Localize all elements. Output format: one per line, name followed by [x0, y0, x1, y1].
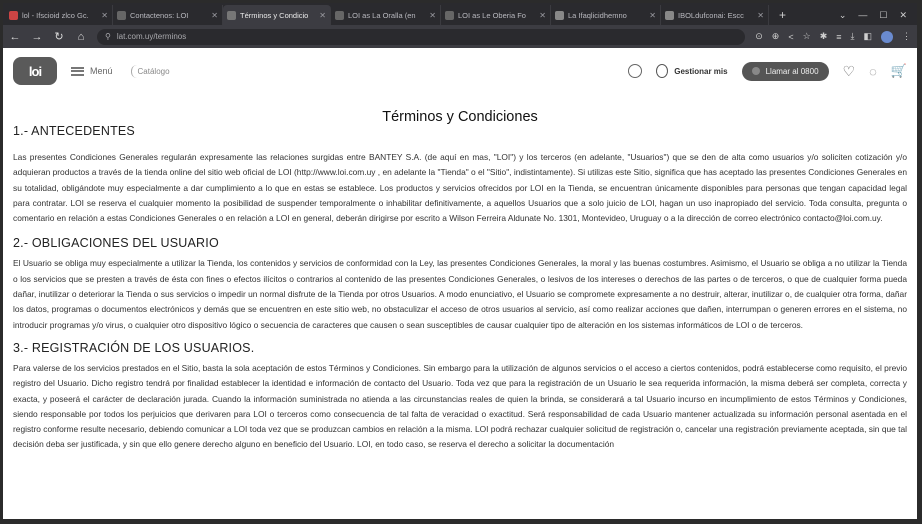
cart-icon[interactable]: 🛒 — [890, 63, 907, 78]
site-info-icon[interactable]: ⚲ — [105, 32, 111, 41]
home-icon[interactable]: ⌂ — [77, 30, 85, 43]
close-icon[interactable]: ✕ — [429, 10, 436, 20]
extensions-icon[interactable]: ✱ — [819, 31, 828, 41]
page-title: Términos y Condiciones — [382, 109, 538, 125]
tab-item[interactable] — [5, 5, 113, 25]
favicon-icon — [335, 11, 344, 20]
back-icon[interactable]: ← — [9, 30, 21, 43]
tab-title: LOI as La Oralla (en — [348, 10, 416, 20]
user-icon — [656, 64, 668, 78]
profile-avatar[interactable] — [881, 31, 893, 43]
section-paragraph: Para valerse de los servicios prestados en el Sitio, basta la sola aceptación de estos Términos y Condiciones. Sin embargo para la utilización de algunos servicios o el acceso a ciertos contenidos, podrá establecerse como requisito, el previo registro del Usuario. Dicho registro tendrá por finalidad establecer la identidad e información de contacto del Usuario. Toda vez que para la registración de un Usuario le sea requerida información, la misma deberá ser completa, correcta y exacta, y poseerá el carácter de declaración jurada. Cuando la información suministrada no atienda a las circunstancias reales de quien la brinda, se considerará a tal Usuario incurso en incumplimiento de estos Términos y Condiciones, siendo responsable por todos los perjuicios que derivaren para LOI o terceros como consecuencia de tal falta de veracidad o exactitud. Será responsabilidad de cada Usuario mantener actualizada su información personal asentada en el registro conforme resulte necesario, debiendo comunicar a LOI toda vez que se produzcan cambios en relación a la misma. LOI podrá rechazar cualquier solicitud de registración o, cancelar una registración previamente aceptada, sin que tal decisión deba ser justificada, y sin que ello genere derecho alguno en beneficio del Usuario. LOI, en todo caso, se reserva el derecho a solicitar la documentación — [13, 362, 907, 450]
tab-strip — [3, 3, 917, 25]
call-label: Llamar al 0800 — [765, 66, 819, 76]
favicon-icon — [117, 11, 126, 20]
address-text: lat.com.uy/terminos — [116, 32, 187, 41]
browser-window — [3, 3, 917, 519]
tab-title: Términos y Condicio — [240, 10, 309, 20]
tab-item-active[interactable] — [223, 5, 331, 25]
download-icon[interactable]: ⤓ — [850, 31, 855, 41]
terms-article — [13, 94, 907, 519]
favicon-icon — [665, 11, 674, 20]
section-paragraph: El Usuario se obliga muy especialmente a utilizar la Tienda, los contenidos y servicios de conformidad con la Ley, las presentes Condiciones Generales, la moral y las buenas costumbres. Asimismo, el Usuario se obliga a no utilizar la Tienda o los servicios que se presten a través de ésta con fines o efectos ilícitos o contrarios al contenido de las presentes Condiciones Generales, o lesivos de los intereses o derechos de las partes o de terceros, o que de cualquier forma pueda dañar, inutilizar o deteriorar la Tienda o sus servicios o impedir un normal disfrute de la Tienda por otros Usuarios. A modo enunciativo, el Usuario se compromete expresamente a no destruir, alterar, inutilizar o, de cualquier otra forma, dañar los datos, programas o documentos electrónicos y demás que se encuentren en este sitio web, no obstaculizar el acceso de otros usuarios al servicio, así como realizar acciones que dañen, interrumpan o generen errores en el sistema, no introducir programas y/o virus, o cualquier otro dispositivo lógico o secuencia de caracteres que causen o sean susceptibles de causar cualquier tipo de alteración en los sistemas informáticos de LOI o de terceros. — [13, 258, 907, 330]
close-icon[interactable]: ✕ — [101, 10, 108, 20]
bookmark-star-icon[interactable]: ☆ — [802, 31, 811, 41]
close-icon[interactable]: ✕ — [649, 10, 656, 20]
browser-toolbar — [3, 25, 917, 48]
section-title: 3.- REGISTRACIÓN DE LOS USUARIOS. — [13, 340, 255, 355]
section-title: 2.- OBLIGACIONES DEL USUARIO — [13, 236, 219, 251]
close-icon[interactable]: ✕ — [211, 10, 218, 20]
account-button[interactable] — [656, 64, 727, 78]
account-label: Gestionar mis — [674, 66, 728, 76]
menu-label: Menú — [90, 66, 113, 76]
tab-title: lol - Ifscioid zlco Gc. — [22, 10, 89, 20]
toolbar-icons — [755, 31, 911, 43]
section-title: 1.- ANTECEDENTES — [13, 124, 135, 138]
tab-item[interactable] — [331, 5, 441, 25]
share-icon[interactable]: < — [788, 31, 794, 42]
tab-title: La Ifaqlicidhemno — [568, 10, 627, 20]
call-button[interactable] — [742, 62, 829, 81]
tab-item[interactable] — [551, 5, 661, 25]
address-bar[interactable] — [97, 29, 745, 45]
forward-icon[interactable]: → — [31, 30, 43, 43]
categories-button[interactable]: Catálogo — [131, 65, 176, 78]
close-icon[interactable]: ✕ — [757, 10, 764, 20]
phone-icon — [752, 67, 760, 75]
search-icon[interactable] — [628, 64, 642, 78]
site-logo[interactable]: loi — [13, 57, 57, 85]
tab-item[interactable] — [661, 5, 769, 25]
google-lens-icon[interactable]: ⊙ — [755, 31, 763, 41]
favicon-icon — [445, 11, 454, 20]
tab-title: IBOLdufconai: Escc — [678, 10, 744, 20]
minimize-icon[interactable]: — — [858, 10, 868, 20]
new-tab-button[interactable]: + — [779, 8, 787, 22]
header-actions — [628, 62, 907, 81]
maximize-icon[interactable]: ☐ — [879, 9, 888, 20]
favicon-icon — [227, 11, 236, 20]
side-panel-icon[interactable]: ◧ — [863, 31, 872, 41]
favicon-icon — [9, 11, 18, 20]
hamburger-icon — [71, 67, 84, 76]
wishlist-heart-icon[interactable]: ♡ — [842, 62, 856, 79]
tab-item[interactable] — [441, 5, 551, 25]
window-controls — [839, 5, 917, 25]
close-icon[interactable]: ✕ — [539, 10, 546, 20]
translate-icon[interactable]: ⊕ — [771, 31, 780, 41]
menu-button[interactable] — [71, 66, 113, 76]
site-header — [3, 48, 917, 94]
section-paragraph: Las presentes Condiciones Generales regularán expresamente las relaciones surgidas entre BANTEY S.A. (de aquí en mas, "LOI") y los terceros (en adelante, "Usuarios") que se den de alta como usuarios y/o soliciten cotización y/o adquieran productos a través de la tienda online del sitio web oficial de LOI (http://www.loi.com.uy , en adelante la "Tienda" o el "Sitio", indistintamente). Si utilizas este Sitio, significa que has aceptado las presentes Condiciones Generales en su totalidad, obligándote muy especialmente a dar cumplimiento a lo que en estas se establece. Los productos y servicios ofrecidos por LOI en la Tienda, se encuentran únicamente disponibles para personas que tengan capacidad legal para contratar. LOI se reserva el cualquier momento la posibilidad de suspender temporalmente o inhabilitar definitivamente, a aquellos Usuarios que a solo juicio de LOI, hagan un uso inapropiado del servicio. Toda consulta, pregunta o comentario en relación a estas Condiciones Generales o en relación a LOI en general, deberán dirigirse por escrito a Wilson Ferreira Aldunate No. 1301, Montevideo, Uruguay o a la dirección de correo electrónico contacto@loi.com.uy. — [13, 152, 907, 224]
tab-item[interactable] — [113, 5, 223, 25]
close-icon[interactable]: ✕ — [319, 10, 326, 20]
tab-title: Contactenos: LOI — [130, 10, 189, 20]
reload-icon[interactable]: ↻ — [54, 31, 64, 43]
notification-icon[interactable]: ◌ — [869, 63, 877, 79]
tab-title: LOI as Le Oberia Fo — [458, 10, 526, 20]
chevron-down-icon[interactable]: ⌄ — [838, 9, 847, 20]
reading-list-icon[interactable]: ≡ — [836, 31, 842, 42]
close-window-icon[interactable]: ✕ — [899, 9, 907, 20]
more-menu-icon[interactable]: ⋮ — [902, 31, 911, 41]
favicon-icon — [555, 11, 564, 20]
